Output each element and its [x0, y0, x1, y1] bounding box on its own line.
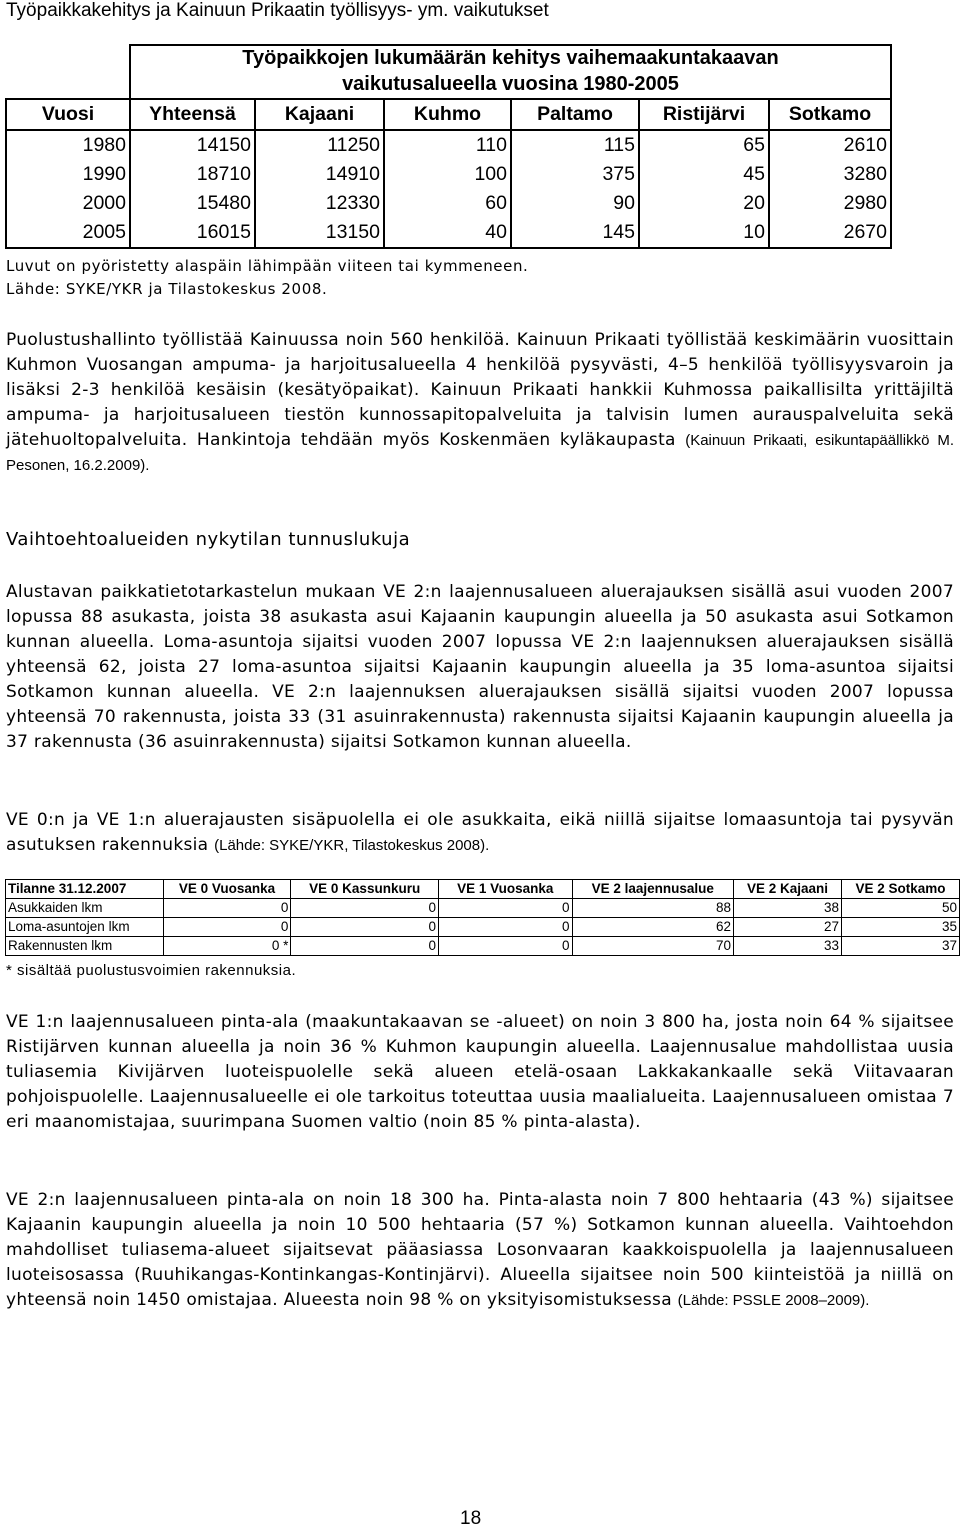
col-header: Kuhmo: [384, 99, 511, 130]
table-cell: 20: [639, 189, 769, 218]
col-header: Sotkamo: [769, 99, 891, 130]
table-cell: 65: [639, 130, 769, 160]
col-header: Vuosi: [6, 99, 130, 130]
table-cell: 10: [639, 218, 769, 248]
table-row: [6, 937, 960, 956]
paragraph-ve2-area: VE 2:n laajennusalueen pinta-ala on noin 18 300 ha. Pinta-alasta noin 7 800 hehtaaria (43 %) sijaitsee Kajaanin kaupungin alueella ja noin 10 500 hehtaaria (57 %) Sotkamon kunnan alueella. Vaihtoehdon mahdolliset tuliasema-alueet sijaitsevat pääasiassa Losonvaaran kaakkoispuolella ja laajennusalueen luoteisosassa (Ruuhikangas-Kontinkangas-Kontinjärvi). Alueella sijaitsee noin 500 kiinteistöä ja niillä on yhteensä noin 1450 omistajaa. Alueesta noin 98 % on yksityisomistuksessa (Lähde: PSSLE 2008–2009).: [6, 1190, 954, 1310]
table-row: [6, 160, 891, 189]
table-cell: 70: [572, 937, 733, 956]
table-cell: 1990: [6, 160, 130, 189]
col-header: Ristijärvi: [639, 99, 769, 130]
table-cell: 33: [733, 937, 841, 956]
table-cell: Rakennusten lkm: [6, 937, 164, 956]
table-cell: 60: [384, 189, 511, 218]
table-cell: 62: [572, 918, 733, 937]
table-row: [6, 918, 960, 937]
table-cell: 110: [384, 130, 511, 160]
table-cell: 100: [384, 160, 511, 189]
table-cell: 14150: [130, 130, 255, 160]
table-cell: 18710: [130, 160, 255, 189]
table-row: [6, 899, 960, 918]
table-cell: 0: [438, 918, 572, 937]
table-cell: 2005: [6, 218, 130, 248]
table-cell: Loma-asuntojen lkm: [6, 918, 164, 937]
table-cell: 13150: [255, 218, 384, 248]
table-cell: 375: [511, 160, 639, 189]
table-cell: 115: [511, 130, 639, 160]
paragraph-residents: Alustavan paikkatietotarkastelun mukaan VE 2:n laajennusalueen aluerajauksen sisällä asui vuoden 2007 lopussa 88 asukasta, joista 38 asukasta asui Kajaanin kaupungin alueella ja 50 asukasta asui Sotkamon kunnan alueella. Loma-asuntoja sijaitsi vuoden 2007 lopussa VE 2:n laajennuksen aluerajauksen sisällä yhteensä 62, joista 27 loma-asuntoa sijaitsi Kajaanin kaupungin alueella ja 35 loma-asuntoa sijaitsi Sotkamon kunnan alueella. VE 2:n laajennuksen aluerajauksen sisällä sijaitsi vuoden 2007 lopussa yhteensä 70 rakennusta, joista 33 (31 asuinrakennusta) rakennusta sijaitsi Kajaanin kaupungin alueella ja 37 rakennusta (36 asuinrakennusta) sijaitsi Sotkamon kunnan alueella.: [6, 582, 954, 752]
col-header: VE 1 Vuosanka: [438, 880, 572, 899]
table-cell: 2000: [6, 189, 130, 218]
status-table: [5, 879, 960, 956]
col-header: VE 2 laajennusalue: [572, 880, 733, 899]
col-header: Tilanne 31.12.2007: [6, 880, 164, 899]
table-cell: 0: [291, 937, 439, 956]
citation: (Kainuun Prikaati, esikuntapäällikkö M. Pesonen, 16.2.2009).: [6, 432, 954, 474]
employment-table: [5, 44, 892, 249]
paragraph-ve0-ve1: VE 0:n ja VE 1:n aluerajausten sisäpuolella ei ole asukkaita, eikä niillä sijaitse lomaasuntoja tai pysyvän asutuksen rakennuksia (Lähde: SYKE/YKR, Tilastokeskus 2008).: [6, 810, 954, 855]
table-row: [6, 218, 891, 248]
table-cell: 2670: [769, 218, 891, 248]
table-cell: 2610: [769, 130, 891, 160]
col-header: Paltamo: [511, 99, 639, 130]
table-cell: 1980: [6, 130, 130, 160]
table-cell: 38: [733, 899, 841, 918]
col-header: VE 0 Kassunkuru: [291, 880, 439, 899]
table-cell: 50: [841, 899, 959, 918]
table-cell: 90: [511, 189, 639, 218]
table-header-row: [6, 880, 960, 899]
table-title-line2: vaikutusalueella vuosina 1980-2005: [130, 70, 891, 99]
table-row: [6, 130, 891, 160]
table-cell: 27: [733, 918, 841, 937]
col-header: VE 2 Kajaani: [733, 880, 841, 899]
col-header: VE 0 Vuosanka: [163, 880, 291, 899]
table-cell: 37: [841, 937, 959, 956]
table-row: [6, 189, 891, 218]
table-cell: 145: [511, 218, 639, 248]
table-cell: 0: [291, 918, 439, 937]
table-cell: 45: [639, 160, 769, 189]
table-cell: 11250: [255, 130, 384, 160]
table-cell: 35: [841, 918, 959, 937]
table-note: Luvut on pyöristetty alaspäin lähimpään viiteen tai kymmeneen.: [6, 257, 529, 275]
col-header: Kajaani: [255, 99, 384, 130]
paragraph-ve1-area: VE 1:n laajennusalueen pinta-ala (maakuntakaavan se -alueet) on noin 3 800 ha, josta noin 64 % sijaitsee Ristijärven kunnan alueella ja noin 36 % Kuhmon kaupungin alueella. Laajennusalue mahdollistaa uusia tuliasemia Kivijärven luoteispuolelle sekä alueen etelä-osaan Lakkakankaalle sekä Viitavaaran pohjoispuolelle. Laajennusalueelle ei ole tarkoitus toteuttaa uusia maalialueita. Laajennusalueen omistaa 7 eri maanomistajaa, suurimpana Suomen valtio (noin 85 % pinta-alasta).: [6, 1012, 954, 1132]
table-cell: 14910: [255, 160, 384, 189]
citation: (Lähde: SYKE/YKR, Tilastokeskus 2008).: [214, 837, 490, 854]
table-cell: 88: [572, 899, 733, 918]
table-cell: 0: [438, 937, 572, 956]
page-header: Työpaikkakehitys ja Kainuun Prikaatin työllisyys- ym. vaikutukset: [6, 0, 549, 21]
table-header-row: [6, 99, 891, 130]
citation: (Lähde: PSSLE 2008–2009).: [677, 1292, 870, 1309]
table-cell: 0: [163, 918, 291, 937]
table-cell: 0: [291, 899, 439, 918]
section-heading: Vaihtoehtoalueiden nykytilan tunnuslukuja: [6, 529, 411, 550]
table-cell: 15480: [130, 189, 255, 218]
table-cell: 0: [438, 899, 572, 918]
table-source: Lähde: SYKE/YKR ja Tilastokeskus 2008.: [6, 280, 328, 298]
paragraph-employment: Puolustushallinto työllistää Kainuussa noin 560 henkilöä. Kainuun Prikaati työllistää keskimäärin vuosittain Kuhmon Vuosangan ampuma- ja harjoitusalueella 4 henkilöä pysyvästi, 4–5 henkilöä työllisyysvaroin ja lisäksi 2-3 henkilöä kesäisin (kesätyöpaikat). Kainuun Prikaati hankkii Kuhmossa paikallisilta yrittäjiltä ampuma- ja harjoitusalueen tiestön kunnossapitopalveluita ja talvisin lumen aurauspalveluita sekä jätehuoltopalveluita. Hankintoja tehdään myös Koskenmäen kyläkaupasta (Kainuun Prikaati, esikuntapäällikkö M. Pesonen, 16.2.2009).: [6, 330, 954, 474]
col-header: Yhteensä: [130, 99, 255, 130]
table-cell: 16015: [130, 218, 255, 248]
table-title: Työpaikkojen lukumäärän kehitys vaihemaakuntakaavan: [130, 45, 891, 70]
table-cell: 2980: [769, 189, 891, 218]
table-cell: 0 *: [163, 937, 291, 956]
table-cell: 3280: [769, 160, 891, 189]
table-cell: 12330: [255, 189, 384, 218]
col-header: VE 2 Sotkamo: [841, 880, 959, 899]
table-cell: Asukkaiden lkm: [6, 899, 164, 918]
table-cell: 40: [384, 218, 511, 248]
table-footnote: * sisältää puolustusvoimien rakennuksia.: [6, 962, 297, 979]
page-number: 18: [460, 1508, 482, 1529]
table-cell: 0: [163, 899, 291, 918]
